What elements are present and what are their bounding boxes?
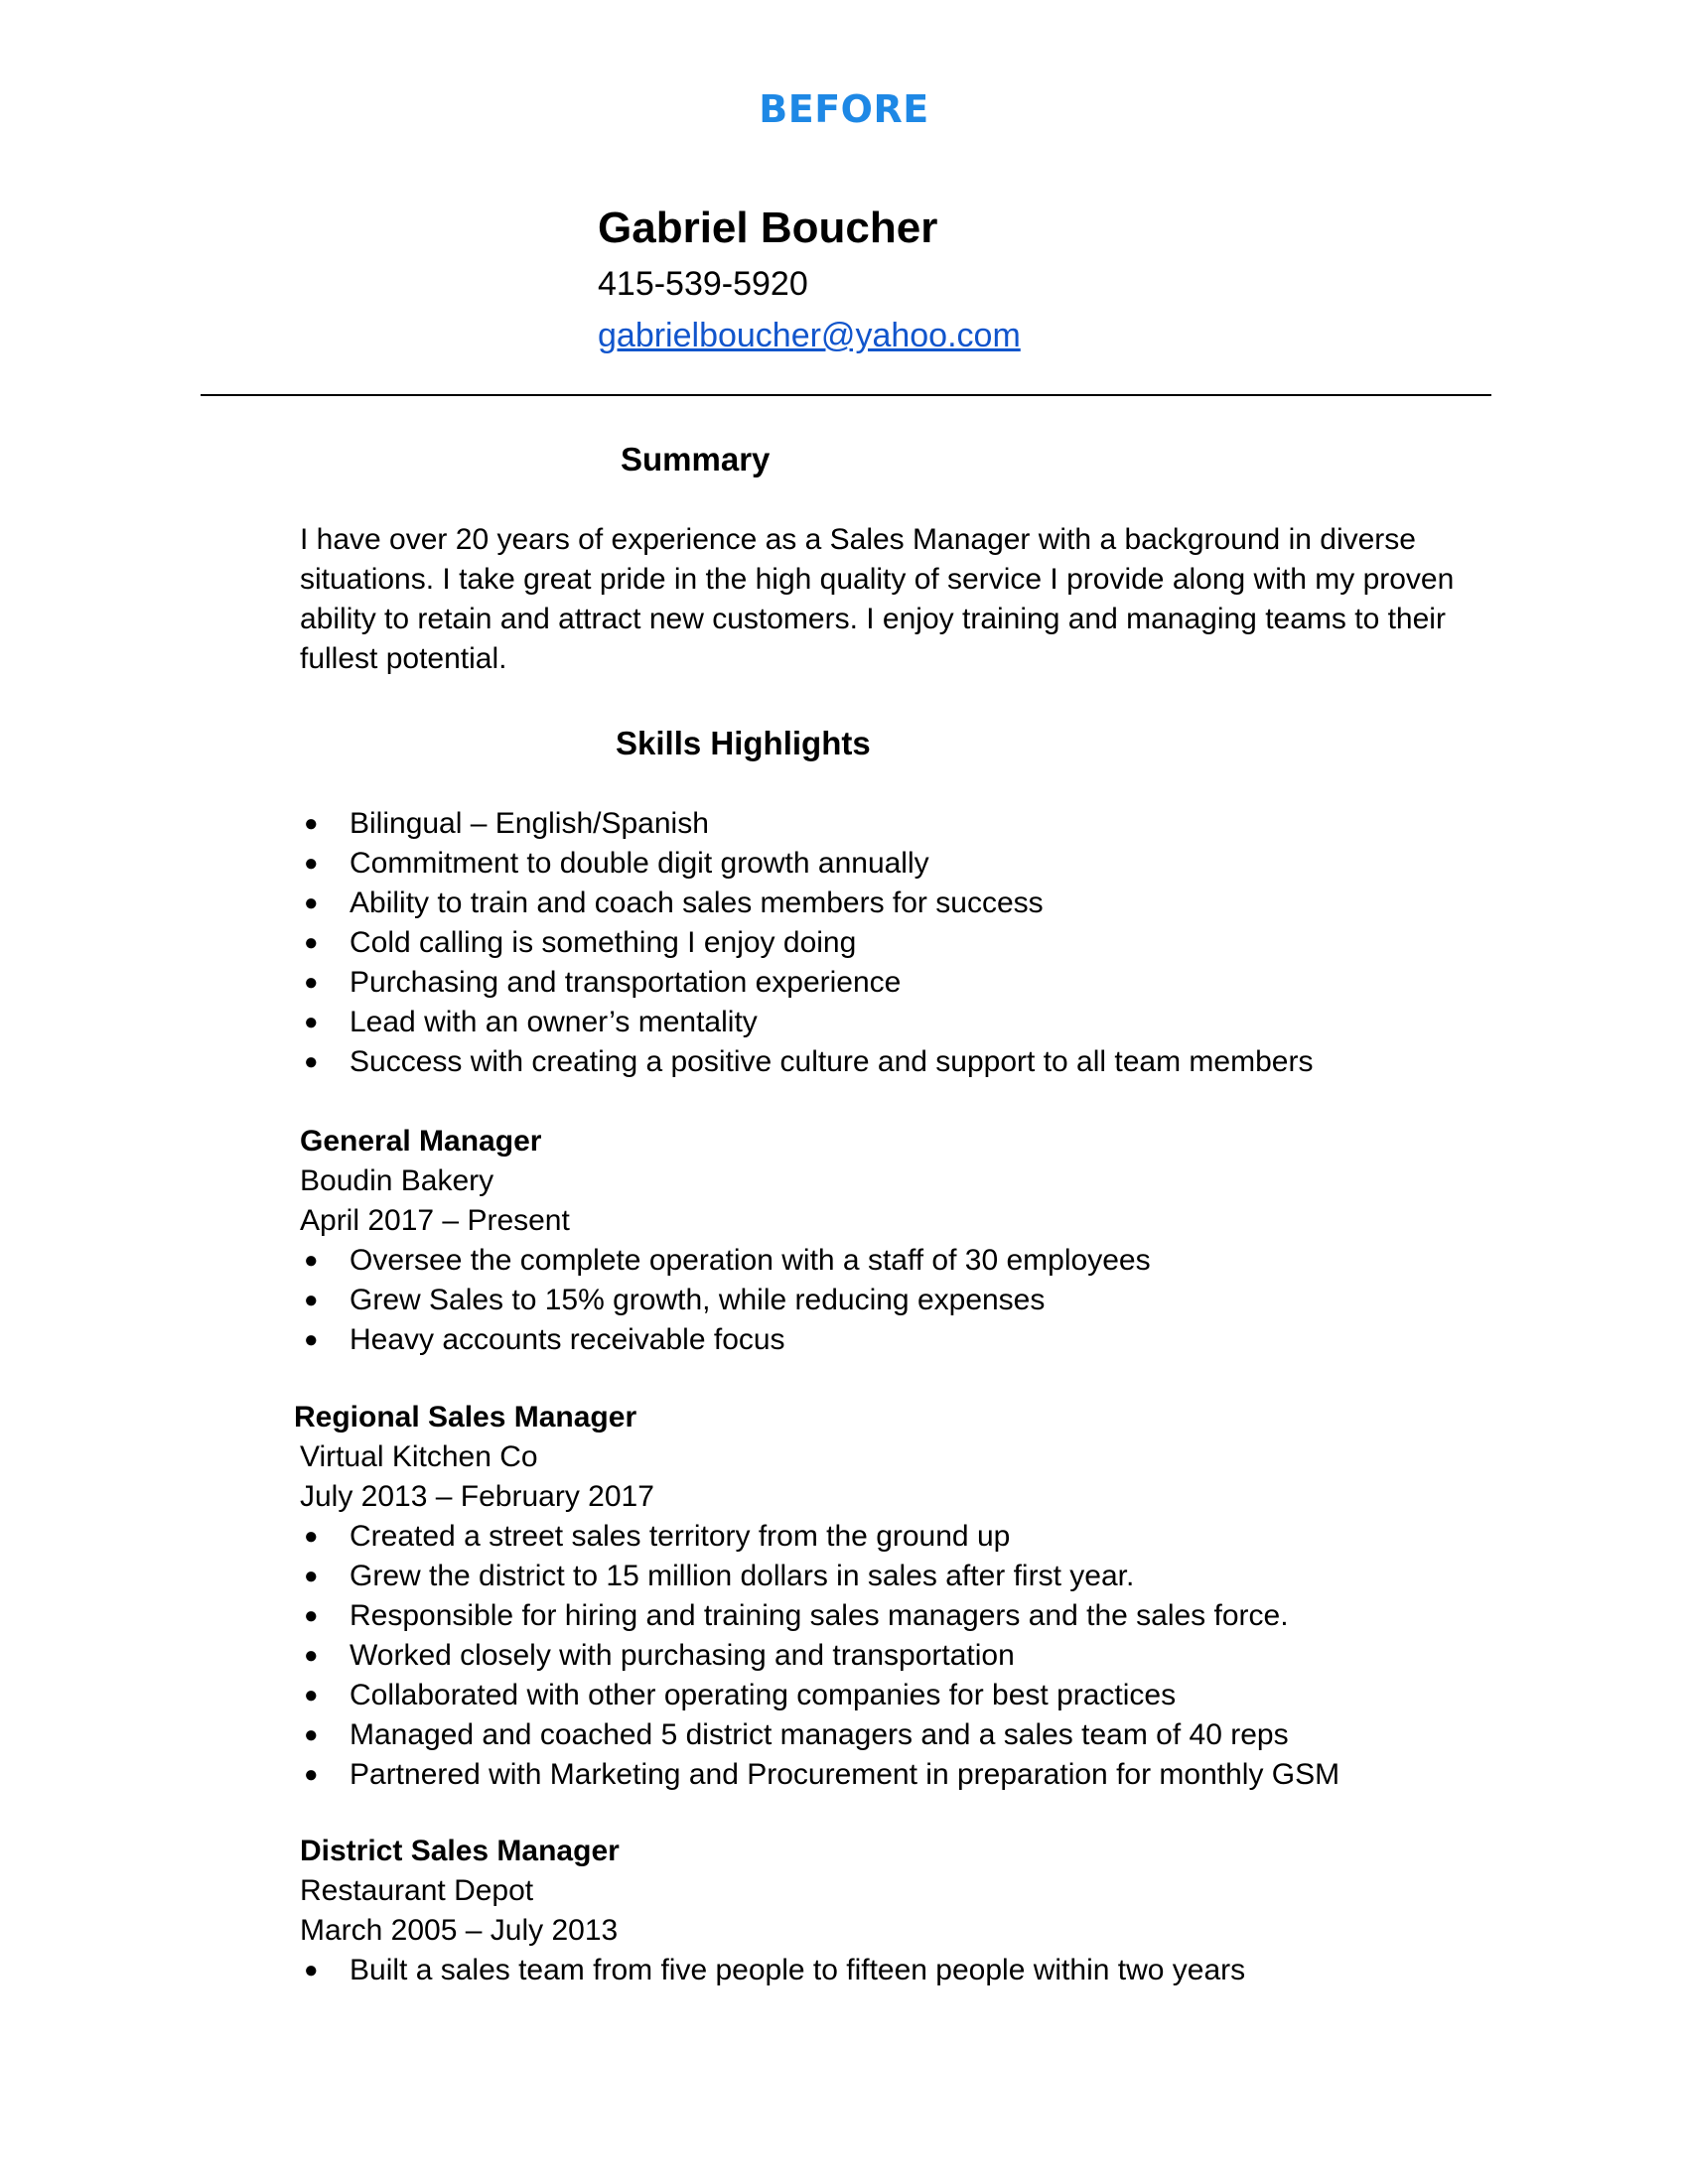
job-title: Regional Sales Manager — [294, 1401, 637, 1433]
bullet-icon: ● — [304, 969, 319, 996]
job-bullets — [300, 1951, 1245, 1990]
job-bullet-text: Built a sales team from five people to fifteen people within two years — [350, 1954, 1246, 1986]
job-bullet-item — [300, 1636, 1339, 1676]
summary-paragraph: I have over 20 years of experience as a Sales Manager with a background in diverse situations. I take great pride in the high quality of service I provide along with my proven ability to retain and attract new customers. I enjoy training and managing teams to their fullest potential. — [300, 523, 1455, 675]
job-company: Boudin Bakery — [300, 1164, 494, 1197]
skills-list — [300, 804, 1313, 1082]
skill-text: Cold calling is something I enjoy doing — [350, 926, 857, 959]
job-dates: April 2017 – Present — [300, 1204, 570, 1237]
job-bullet-item — [300, 1241, 1151, 1281]
job-bullet-text: Created a street sales territory from the ground up — [350, 1520, 1011, 1553]
skill-item — [300, 844, 1313, 884]
skill-text: Success with creating a positive culture and support to all team members — [350, 1045, 1314, 1078]
bullet-icon: ● — [304, 1326, 319, 1353]
bullet-icon: ● — [304, 1287, 319, 1313]
job-entry-regional-sales-manager — [294, 1398, 1339, 1795]
bullet-icon: ● — [304, 1563, 319, 1589]
job-bullet-item — [300, 1596, 1339, 1636]
job-bullet-text: Managed and coached 5 district managers and a sales team of 40 reps — [350, 1718, 1289, 1751]
job-bullet-text: Heavy accounts receivable focus — [350, 1323, 785, 1356]
job-company: Restaurant Depot — [300, 1874, 534, 1907]
job-bullet-item — [300, 1320, 1151, 1360]
bullet-icon: ● — [304, 1957, 319, 1983]
job-bullet-text: Grew the district to 15 million dollars in sales after first year. — [350, 1560, 1135, 1592]
job-dates: March 2005 – July 2013 — [300, 1914, 619, 1947]
skill-text: Bilingual – English/Spanish — [350, 807, 709, 840]
job-bullet-text: Partnered with Marketing and Procurement in preparation for monthly GSM — [350, 1758, 1340, 1791]
job-entry-district-sales-manager — [300, 1832, 1245, 1990]
job-title: General Manager — [300, 1125, 542, 1158]
skills-heading: Skills Highlights — [616, 725, 871, 761]
skill-text: Purchasing and transportation experience — [350, 966, 902, 999]
bullet-icon: ● — [304, 1642, 319, 1669]
skill-text: Commitment to double digit growth annually — [350, 847, 929, 880]
job-bullet-item — [300, 1517, 1339, 1557]
skill-text: Ability to train and coach sales members for success — [350, 887, 1044, 919]
bullet-icon: ● — [304, 1048, 319, 1075]
bullet-icon: ● — [304, 850, 319, 877]
bullet-icon: ● — [304, 929, 319, 956]
bullet-icon: ● — [304, 810, 319, 837]
bullet-icon: ● — [304, 1682, 319, 1708]
summary-heading: Summary — [621, 441, 771, 478]
job-bullets — [300, 1517, 1339, 1795]
bullet-icon: ● — [304, 1009, 319, 1035]
job-title: District Sales Manager — [300, 1835, 620, 1867]
job-dates: July 2013 – February 2017 — [300, 1480, 654, 1513]
job-bullet-text: Worked closely with purchasing and transportation — [350, 1639, 1015, 1672]
bullet-icon: ● — [304, 889, 319, 916]
job-bullet-item — [300, 1676, 1339, 1715]
job-bullets — [300, 1241, 1151, 1360]
bullet-icon: ● — [304, 1523, 319, 1550]
before-banner: BEFORE — [759, 87, 929, 131]
job-entry-general-manager — [300, 1122, 1151, 1360]
skill-text: Lead with an owner’s mentality — [350, 1006, 758, 1038]
job-bullet-text: Collaborated with other operating companies for best practices — [350, 1679, 1177, 1711]
job-bullet-text: Responsible for hiring and training sales managers and the sales force. — [350, 1599, 1289, 1632]
job-bullet-item — [300, 1715, 1339, 1755]
job-bullet-text: Grew Sales to 15% growth, while reducing expenses — [350, 1284, 1046, 1316]
job-bullet-item — [300, 1755, 1339, 1795]
bullet-icon: ● — [304, 1721, 319, 1748]
resume-header — [598, 199, 1021, 361]
skill-item — [300, 1003, 1313, 1042]
header-divider — [201, 394, 1491, 396]
skill-item — [300, 804, 1313, 844]
email-link[interactable]: gabrielboucher@yahoo.com — [598, 317, 1021, 354]
phone-number: 415-539-5920 — [598, 265, 808, 303]
job-bullet-item — [300, 1281, 1151, 1320]
skill-item — [300, 963, 1313, 1003]
bullet-icon: ● — [304, 1247, 319, 1274]
candidate-name: Gabriel Boucher — [598, 204, 938, 252]
skill-item — [300, 923, 1313, 963]
skill-item — [300, 884, 1313, 923]
job-company: Virtual Kitchen Co — [300, 1440, 538, 1473]
job-bullet-item — [300, 1557, 1339, 1596]
job-bullet-item — [300, 1951, 1245, 1990]
skill-item — [300, 1042, 1313, 1082]
job-bullet-text: Oversee the complete operation with a staff of 30 employees — [350, 1244, 1151, 1277]
bullet-icon: ● — [304, 1602, 319, 1629]
bullet-icon: ● — [304, 1761, 319, 1788]
